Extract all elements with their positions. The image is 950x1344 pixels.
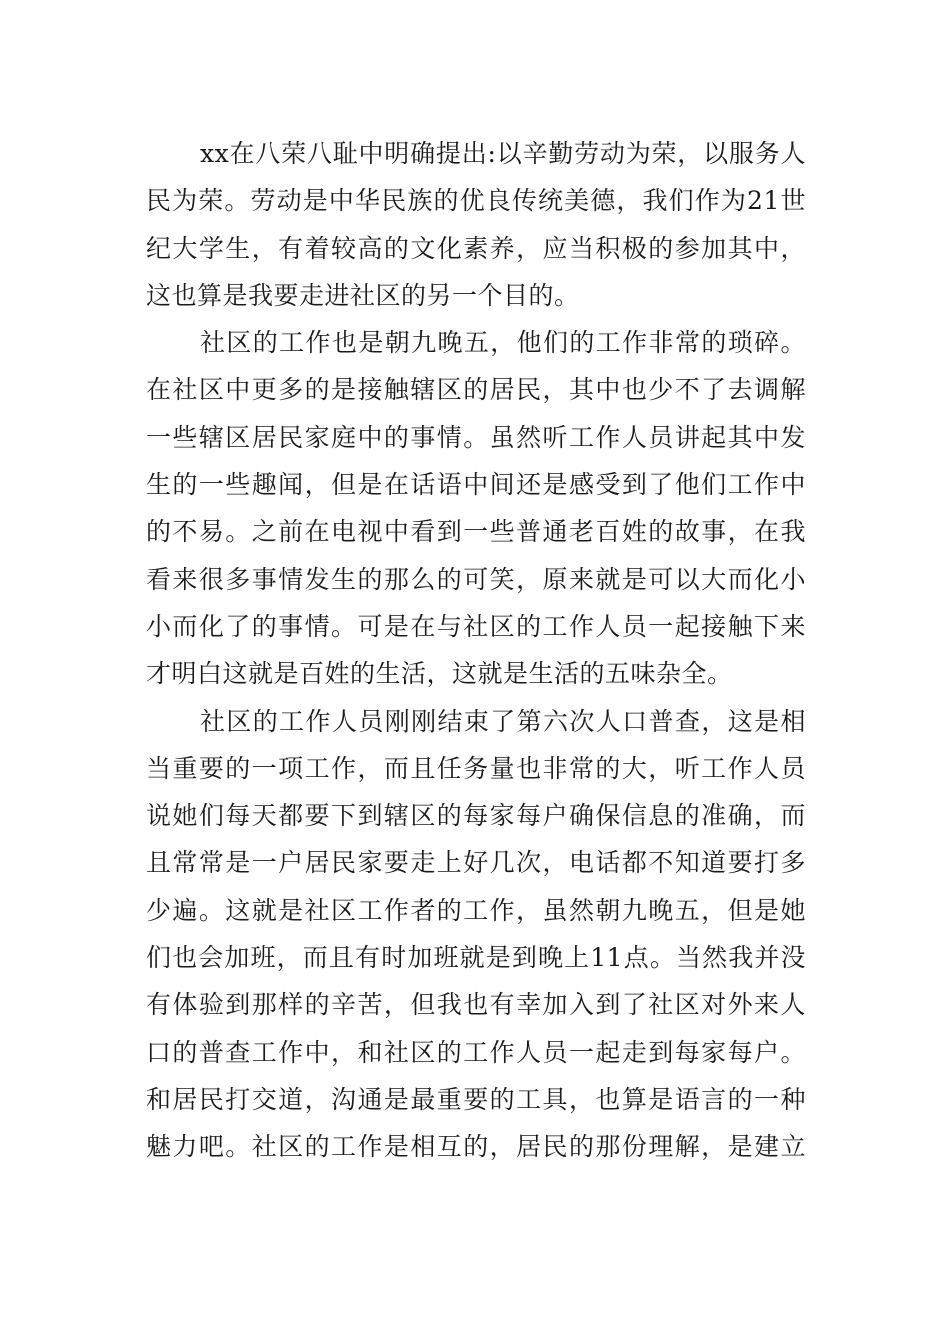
paragraph-1-line-4: 这也算是我要走进社区的另一个目的。 xyxy=(146,280,580,310)
paragraph-3-line-10: 魅力吧。社区的工作是相互的，居民的那份理解，是建立 xyxy=(146,1132,806,1162)
paragraph-2-line-2: 在社区中更多的是接触辖区的居民，其中也少不了去调解 xyxy=(146,375,806,405)
paragraph-3-line-7: 有体验到那样的辛苦，但我也有幸加入到了社区对外来人 xyxy=(146,990,806,1020)
paragraph-3-line-9: 和居民打交道，沟通是最重要的工具，也算是语言的一种 xyxy=(146,1084,806,1114)
paragraph-3-line-2: 当重要的一项工作，而且任务量也非常的大，听工作人员 xyxy=(146,753,806,783)
document-body xyxy=(146,130,806,1171)
paragraph-2-line-6: 看来很多事情发生的那么的可笑，原来就是可以大而化小 xyxy=(146,564,806,594)
paragraph-3-line-5: 少遍。这就是社区工作者的工作，虽然朝九晚五，但是她 xyxy=(146,895,806,925)
paragraph-3-line-1: 社区的工作人员刚刚结束了第六次人口普查，这是相 xyxy=(200,706,806,736)
paragraph-1-line-1: xx在八荣八耻中明确提出:以辛勤劳动为荣，以服务人 xyxy=(200,139,806,168)
paragraph-2-line-5: 的不易。之前在电视中看到一些普通老百姓的故事，在我 xyxy=(146,517,806,547)
paragraph-1-line-3: 纪大学生，有着较高的文化素养，应当积极的参加其中， xyxy=(146,233,806,263)
paragraph-3-line-3: 说她们每天都要下到辖区的每家每户确保信息的准确，而 xyxy=(146,801,806,831)
paragraph-3-line-6: 们也会加班，而且有时加班就是到晚上11点。当然我并没 xyxy=(146,943,806,973)
paragraph-2-line-7: 小而化了的事情。可是在与社区的工作人员一起接触下来 xyxy=(146,611,806,641)
paragraph-2-line-8: 才明白这就是百姓的生活，这就是生活的五味杂全。 xyxy=(146,659,733,689)
paragraph-3-line-4: 且常常是一户居民家要走上好几次，电话都不知道要打多 xyxy=(146,848,806,878)
paragraph-2-line-3: 一些辖区居民家庭中的事情。虽然听工作人员讲起其中发 xyxy=(146,422,806,452)
paragraph-2-line-4: 生的一些趣闻，但是在话语中间还是感受到了他们工作中 xyxy=(146,470,806,500)
paragraph-1-line-2: 民为荣。劳动是中华民族的优良传统美德，我们作为21世 xyxy=(146,186,806,216)
paragraph-2-line-1: 社区的工作也是朝九晚五，他们的工作非常的琐碎。 xyxy=(200,328,806,358)
paragraph-3-line-8: 口的普查工作中，和社区的工作人员一起走到每家每户。 xyxy=(146,1037,806,1067)
